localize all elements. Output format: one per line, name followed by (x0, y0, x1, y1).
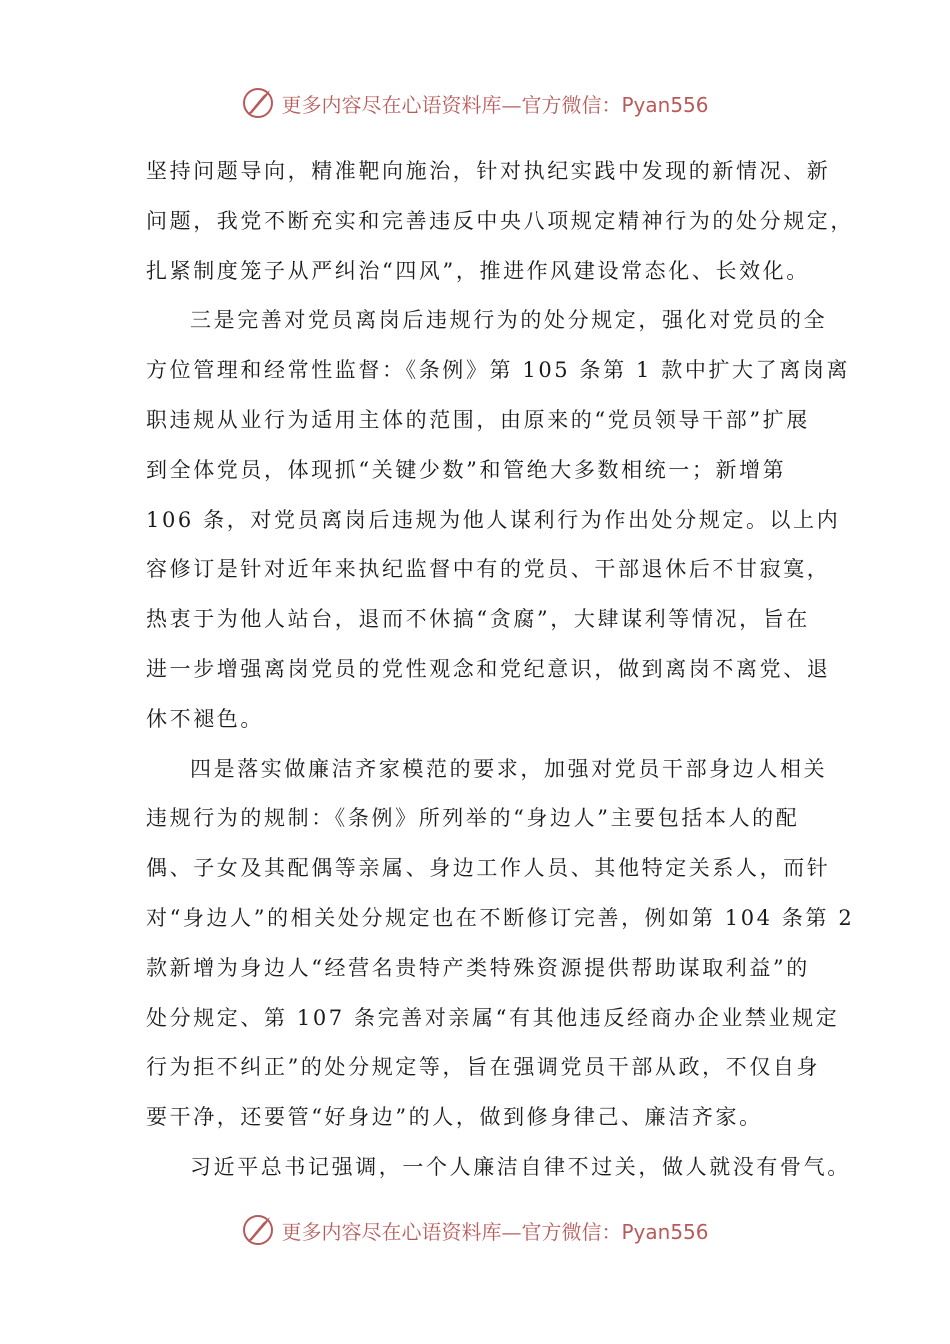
paragraph-line: 扎紧制度笼子从严纠治“四风”，推进作风建设常态化、长效化。 (146, 258, 810, 283)
header-banner-text: 更多内容尽在心语资料库—官方微信： (281, 92, 622, 117)
paragraph-line: 问题，我党不断充实和完善违反中央八项规定精神行为的处分规定， (146, 208, 854, 233)
footer-wechat-id: Pyan556 (621, 1219, 709, 1244)
header-banner (0, 83, 950, 123)
header-wechat-id: Pyan556 (621, 92, 709, 117)
paragraph-line: 习近平总书记强调，一个人廉洁自律不过关，做人就没有骨气。 (190, 1154, 851, 1179)
paragraph-line: 热衷于为他人站台，退而不休搞“贪腐”，大肆谋利等情况，旨在 (146, 607, 810, 632)
paragraph-line: 四是落实做廉洁齐家模范的要求，加强对党员干部身边人相关 (190, 756, 828, 781)
document-body (146, 147, 855, 1193)
paragraph-line: 到全体党员，体现抓“关键少数”和管绝大多数相统一；新增第 (146, 457, 787, 482)
quill-pen-logo-icon (241, 1213, 275, 1247)
quill-pen-logo-icon (241, 86, 275, 120)
paragraph-line: 要干净，还要管“好身边”的人，做到修身律己、廉洁齐家。 (146, 1105, 763, 1130)
paragraph-line: 行为拒不纠正”的处分规定等，旨在强调党员干部从政，不仅自身 (146, 1055, 821, 1080)
paragraph-line: 进一步增强离岗党员的党性观念和党纪意识，做到离岗不离党、退 (146, 656, 831, 681)
paragraph-line: 处分规定、第 107 条完善对亲属“有其他违反经商办企业禁业规定 (146, 1005, 840, 1030)
paragraph-line: 偶、子女及其配偶等亲属、身边工作人员、其他特定关系人，而针 (146, 856, 831, 881)
footer-banner (0, 1210, 950, 1250)
footer-banner-text: 更多内容尽在心语资料库—官方微信： (281, 1219, 622, 1244)
paragraph-line: 容修订是针对近年来执纪监督中有的党员、干部退休后不甘寂寞， (146, 557, 831, 582)
paragraph-line: 款新增为身边人“经营名贵特产类特殊资源提供帮助谋取利益”的 (146, 955, 810, 980)
paragraph-line: 对“身边人”的相关处分规定也在不断修订完善，例如第 104 条第 2 (146, 905, 855, 930)
paragraph-line: 106 条，对党员离岗后违规为他人谋利行为作出处分规定。以上内 (146, 507, 841, 532)
paragraph-line: 坚持问题导向，精准靶向施治，针对执纪实践中发现的新情况、新 (146, 159, 831, 183)
paragraph-line: 方位管理和经常性监督：《条例》第 105 条第 1 款中扩大了离岗离 (146, 358, 851, 383)
paragraph-line: 职违规从业行为适用主体的范围，由原来的“党员领导干部”扩展 (146, 407, 810, 432)
paragraph-line: 违规行为的规制：《条例》所列举的“身边人”主要包括本人的配 (146, 806, 800, 831)
paragraph-line: 三是完善对党员离岗后违规行为的处分规定，强化对党员的全 (190, 308, 828, 333)
paragraph-line: 休不褪色。 (146, 706, 264, 731)
